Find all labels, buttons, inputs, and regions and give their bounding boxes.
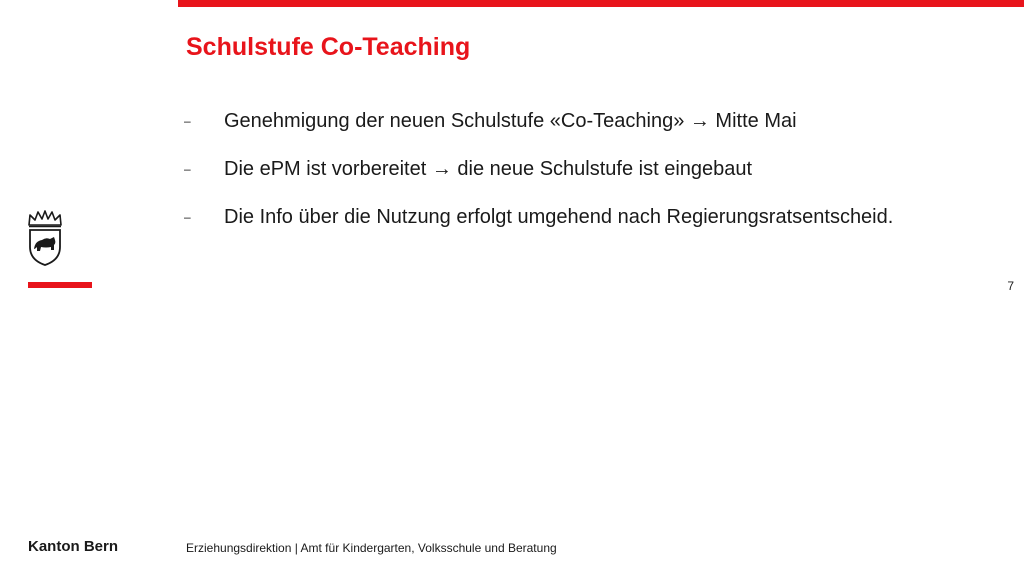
bullet-item: [184, 106, 1014, 154]
footer-department: Erziehungsdirektion | Amt für Kindergarten, Volksschule und Beratung: [186, 541, 557, 555]
bullet-text: Die Info über die Nutzung erfolgt umgehend nach Regierungsratsentscheid.: [224, 206, 894, 228]
footer-brand: Kanton Bern: [28, 538, 118, 555]
bullet-marker: –: [184, 162, 191, 176]
page-number: 7: [1007, 279, 1014, 293]
bullet-text: Die ePM ist vorbereitet → die neue Schulstufe ist eingebaut: [224, 158, 753, 180]
bullet-list: [184, 106, 1014, 250]
bullet-item: [184, 202, 1014, 250]
top-accent-bar: [178, 0, 1024, 7]
bullet-marker: –: [184, 210, 191, 224]
bullet-marker: –: [184, 114, 191, 128]
bullet-text: Genehmigung der neuen Schulstufe «Co-Teaching» → Mitte Mai: [224, 110, 797, 132]
bullet-item: [184, 154, 1014, 202]
logo-accent-bar: [28, 282, 92, 288]
slide-title: Schulstufe Co-Teaching: [186, 33, 471, 61]
bern-coat-of-arms-icon: [26, 209, 64, 267]
